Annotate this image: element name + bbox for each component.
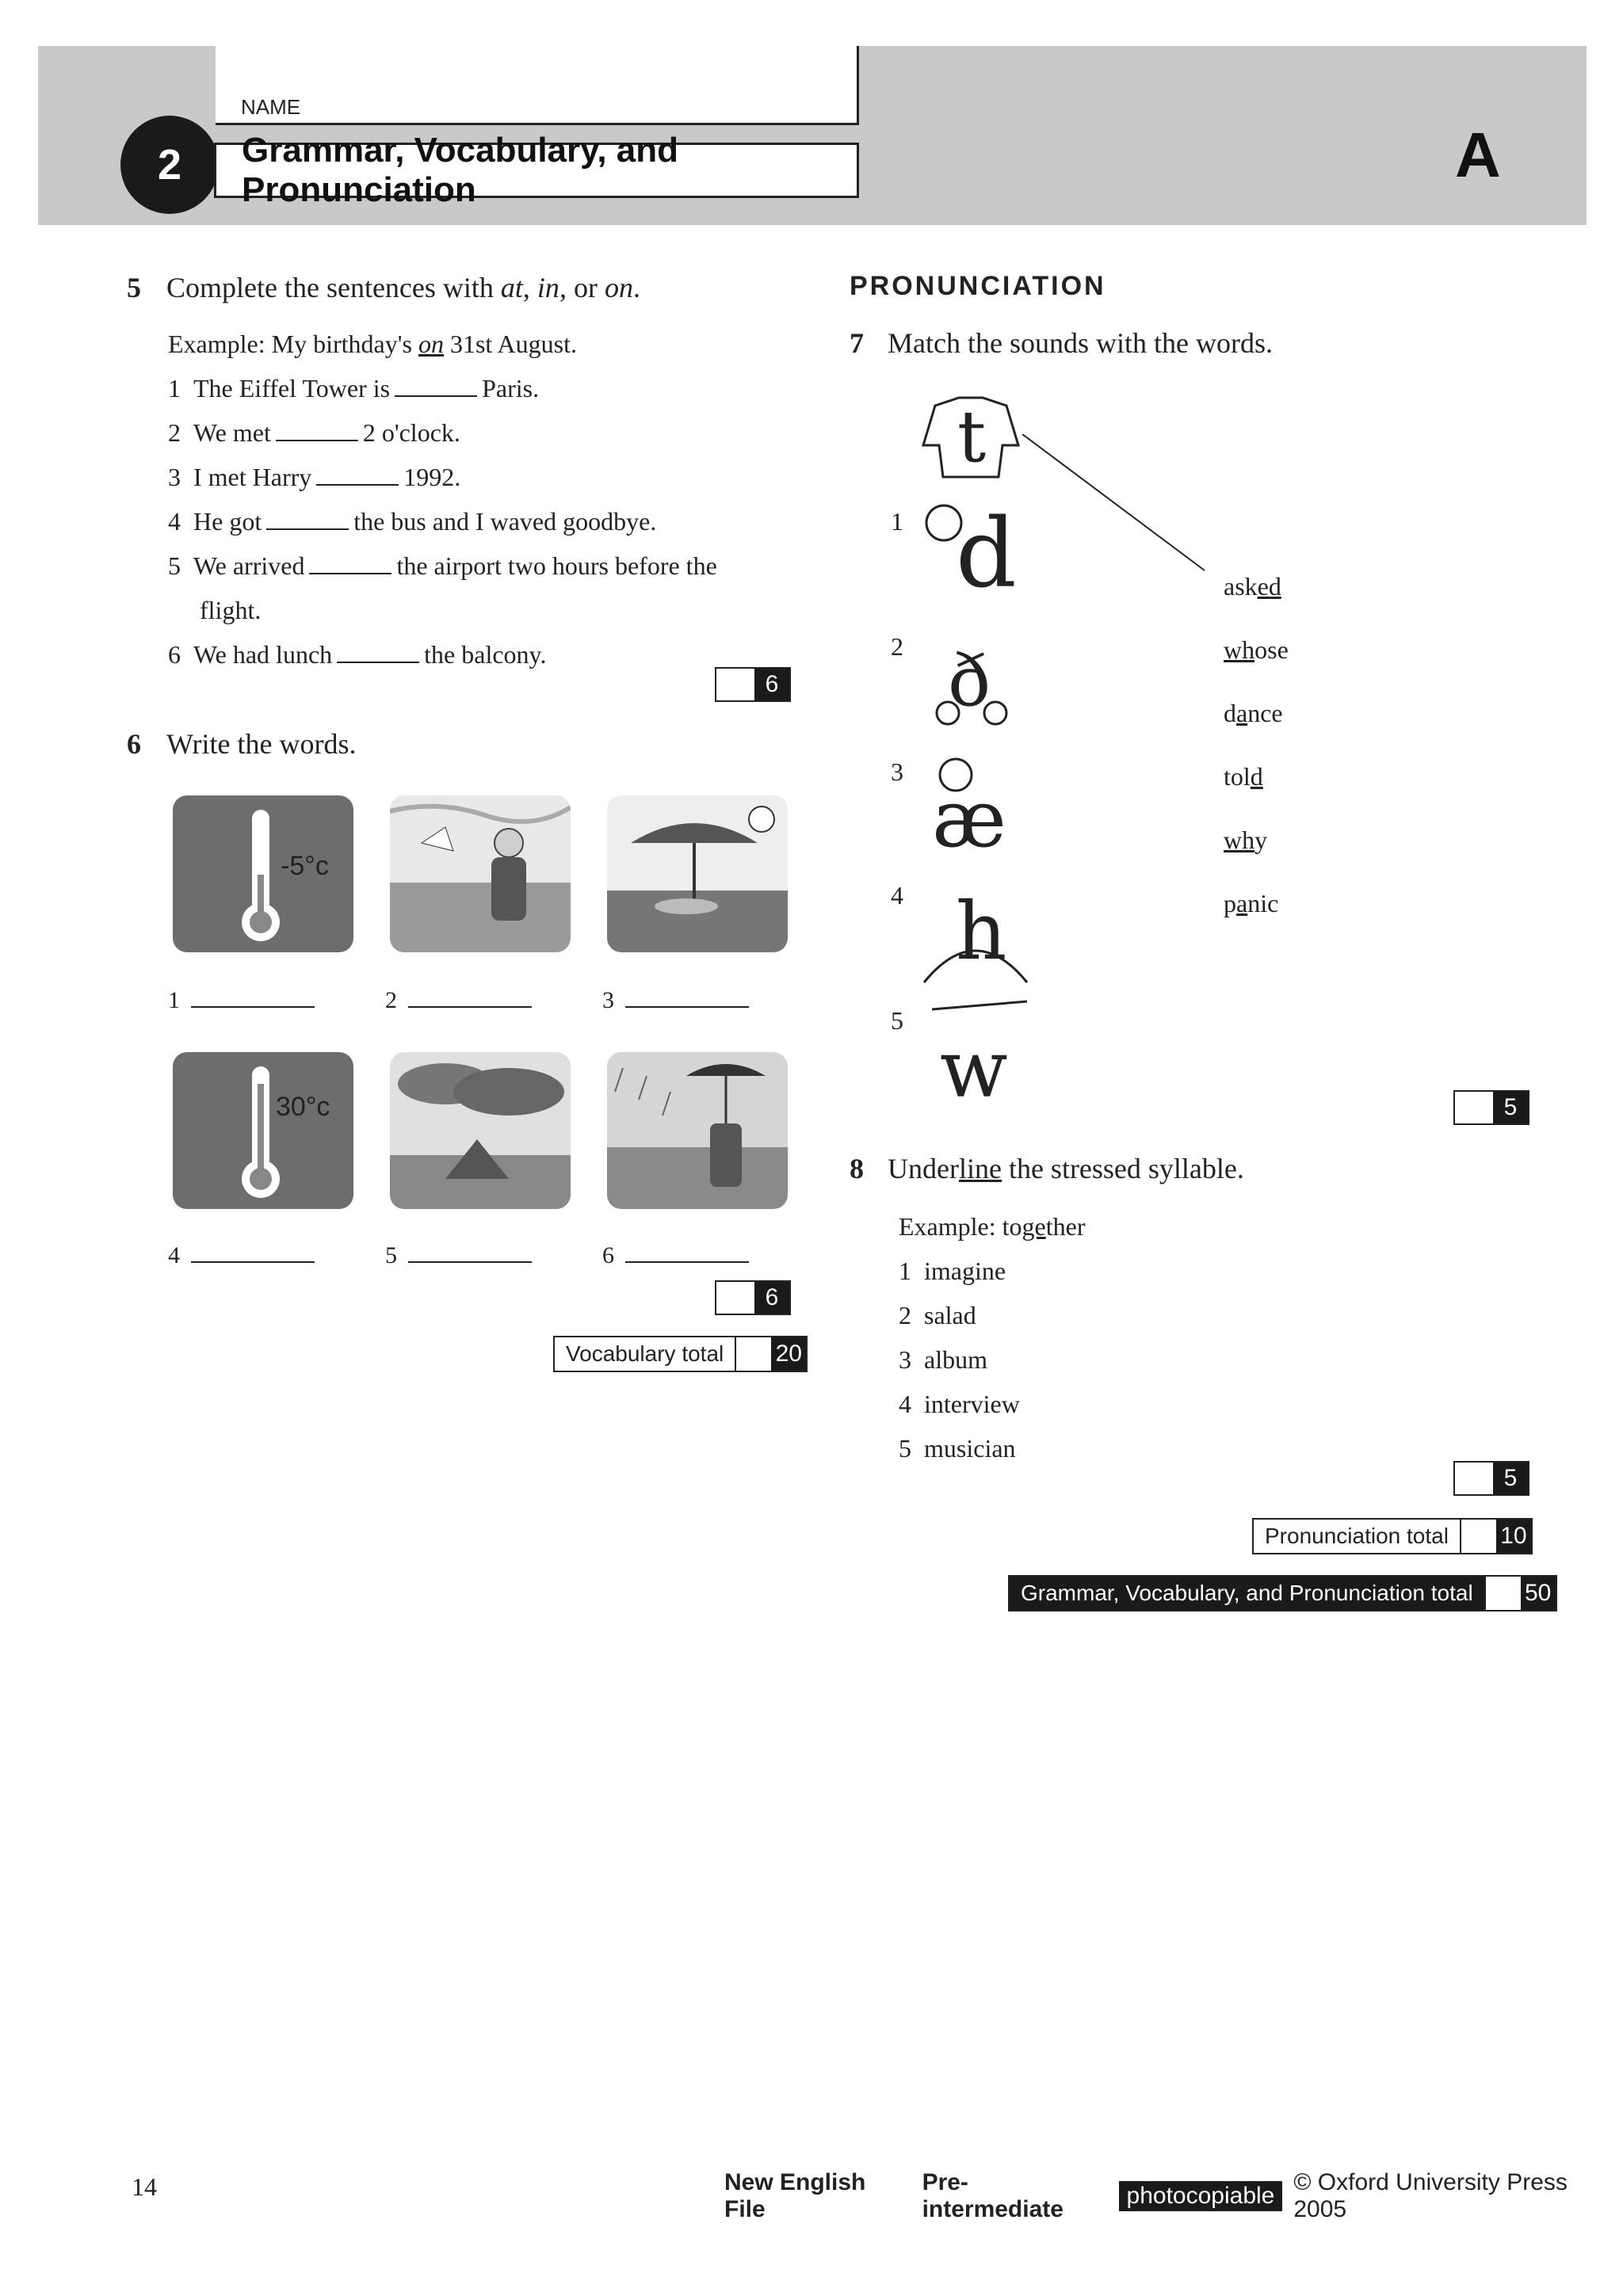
answer-blank[interactable]: [395, 376, 477, 397]
q5-instruction: Complete the sentences with at, in, or on.: [166, 272, 640, 303]
q5-item-5-continued: flight.: [200, 596, 262, 624]
answer-blank[interactable]: [191, 987, 315, 1008]
q6-label-3: 3: [602, 987, 754, 1014]
q6-label-1: 1: [168, 987, 319, 1014]
thermometer-temp-label: -5°c: [281, 851, 329, 881]
answer-blank[interactable]: [408, 1242, 532, 1263]
svg-text:t: t: [957, 395, 987, 479]
vocabulary-total-label: Vocabulary total: [555, 1337, 735, 1371]
stormy-camp-picture: [390, 1052, 571, 1209]
q8-instruction: Underline the stressed syllable.: [888, 1153, 1244, 1184]
q8-item-1[interactable]: 1 imagine: [899, 1257, 1006, 1285]
q8-example: Example: together: [899, 1212, 1086, 1241]
q7-symbol-number-1: 1: [891, 507, 903, 536]
q7-word-4[interactable]: told: [1224, 762, 1263, 791]
rainy-day-picture: [607, 1052, 788, 1209]
q7-symbol-number-3: 3: [891, 757, 903, 786]
q5-item-2: 2 We met 2 o'clock.: [168, 418, 460, 447]
answer-blank[interactable]: [309, 554, 391, 574]
q8-score-box[interactable]: [1453, 1461, 1529, 1496]
q8-item-4[interactable]: 4 interview: [899, 1390, 1020, 1418]
thermometer-hot-picture: [173, 1052, 353, 1209]
q7-number: 7: [850, 327, 864, 359]
q5-example-answer: on: [418, 330, 444, 358]
version-letter: A: [1455, 120, 1501, 190]
q5-item-4: 4 He got the bus and I waved goodbye.: [168, 507, 657, 536]
q8-item-3[interactable]: 3 album: [899, 1345, 987, 1374]
q5-score: 6: [754, 669, 789, 700]
q7-word-6[interactable]: panic: [1224, 889, 1279, 917]
pronunciation-heading: PRONUNCIATION: [850, 271, 1106, 301]
q6-instruction: Write the words.: [166, 728, 357, 760]
q6-number: 6: [127, 728, 141, 760]
q5-item-5: 5 We arrived the airport two hours before the: [168, 551, 717, 580]
q7-word-1[interactable]: asked: [1224, 572, 1281, 601]
answer-blank[interactable]: [191, 1242, 315, 1263]
svg-text:æ: æ: [932, 772, 1006, 865]
q6-label-6: 6: [602, 1242, 754, 1269]
sunny-beach-picture: [607, 795, 788, 952]
answer-blank[interactable]: [266, 509, 349, 530]
q8-score: 5: [1493, 1463, 1528, 1494]
answer-blank[interactable]: [337, 643, 419, 663]
q5-item-3: 3 I met Harry 1992.: [168, 463, 461, 491]
name-label: NAME: [241, 95, 301, 119]
house-h-symbol-picture: [916, 871, 1035, 990]
svg-text:w: w: [940, 1023, 1008, 1112]
svg-text:h: h: [956, 885, 1007, 978]
q6-score: 6: [754, 1282, 789, 1314]
example-match-line: [1022, 434, 1212, 577]
q8-item-2[interactable]: 2 salad: [899, 1301, 976, 1329]
q7-symbol-number-2: 2: [891, 632, 903, 661]
footer-credits: [724, 2169, 1623, 2223]
vocabulary-total: 20: [771, 1337, 806, 1371]
page-title: Grammar, Vocabulary, and Pronunciation: [214, 143, 859, 198]
q6-label-2: 2: [385, 987, 537, 1014]
q5-example: Example: My birthday's on 31st August.: [168, 330, 577, 358]
car-dh-symbol-picture: [916, 626, 1035, 745]
cat-ae-symbol-picture: [916, 751, 1035, 870]
answer-blank[interactable]: [625, 1242, 749, 1263]
q8-number: 8: [850, 1153, 864, 1184]
answer-blank[interactable]: [276, 421, 358, 441]
unit-number-badge: 2: [120, 116, 219, 214]
thermometer-cold-picture: [173, 795, 353, 952]
witch-w-symbol-picture: [916, 994, 1035, 1112]
grand-total: 50: [1521, 1577, 1556, 1610]
answer-blank[interactable]: [625, 987, 749, 1008]
svg-text:d: d: [956, 499, 1017, 609]
dog-d-symbol-picture: [916, 491, 1035, 610]
q7-word-5[interactable]: why: [1224, 826, 1268, 854]
q6-label-4: 4: [168, 1242, 319, 1269]
q8-item-5[interactable]: 5 musician: [899, 1434, 1016, 1463]
q6-score-box[interactable]: [715, 1280, 791, 1315]
q7-score-box[interactable]: [1453, 1090, 1529, 1125]
q5-item-6: 6 We had lunch the balcony.: [168, 640, 547, 669]
q7-instruction: Match the sounds with the words.: [888, 327, 1273, 359]
svg-text:ð: ð: [948, 639, 991, 723]
q5-number: 5: [127, 272, 141, 303]
pronunciation-total-box[interactable]: [1252, 1518, 1533, 1554]
q5-item-1: 1 The Eiffel Tower is Paris.: [168, 374, 540, 402]
grand-total-label: Grammar, Vocabulary, and Pronunciation total: [1010, 1577, 1484, 1610]
copyright: © Oxford University Press 2005: [1293, 2169, 1568, 2222]
q7-score: 5: [1493, 1092, 1528, 1123]
pronunciation-total-label: Pronunciation total: [1254, 1520, 1460, 1553]
vocabulary-total-box[interactable]: [553, 1336, 808, 1372]
pronunciation-total: 10: [1496, 1520, 1531, 1553]
name-field-box[interactable]: [216, 46, 859, 125]
answer-blank[interactable]: [316, 465, 399, 486]
q7-word-3[interactable]: dance: [1224, 699, 1283, 727]
q5-score-box[interactable]: [715, 667, 791, 702]
book-level: Pre-intermediate: [922, 2169, 1064, 2222]
q7-symbol-number-5: 5: [891, 1006, 903, 1035]
thermometer-temp-label: 30°c: [276, 1092, 330, 1122]
q6-label-5: 5: [385, 1242, 537, 1269]
grand-total-box[interactable]: [1008, 1575, 1557, 1611]
book-title: New English File: [724, 2169, 866, 2222]
photocopiable-badge: photocopiable: [1119, 2181, 1283, 2211]
shirt-t-symbol-picture: [911, 382, 1030, 501]
q7-symbol-number-4: 4: [891, 881, 903, 910]
q7-word-2[interactable]: whose: [1224, 635, 1289, 664]
answer-blank[interactable]: [408, 987, 532, 1008]
page-number: 14: [132, 2172, 157, 2201]
windy-day-picture: [390, 795, 571, 952]
